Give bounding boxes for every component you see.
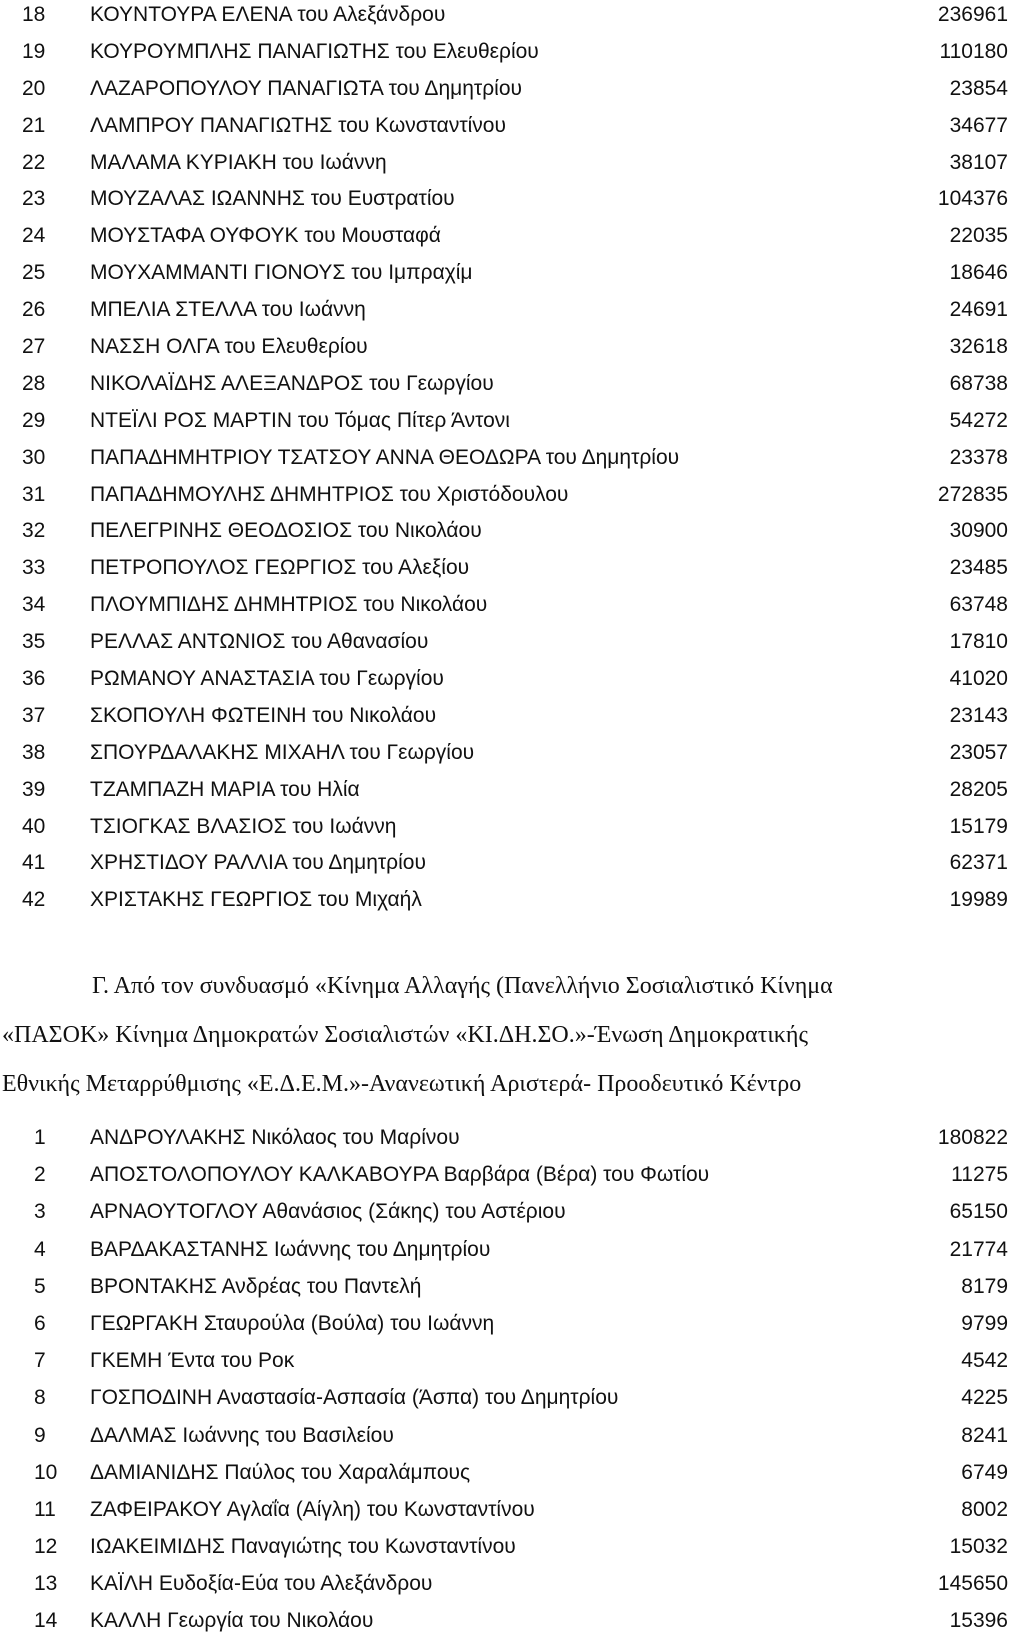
candidate-name: ΚΟΥΡΟΥΜΠΛΗΣ ΠΑΝΑΓΙΩΤΗΣ του Ελευθερίου (90, 39, 539, 63)
table-row (0, 255, 1024, 292)
candidate-name: ΒΡΟΝΤΑΚΗΣ Ανδρέας του Παντελή (90, 1274, 422, 1298)
row-number: 24 (22, 224, 46, 248)
candidate-name: ΖΑΦΕΙΡΑΚΟΥ Αγλαΐα (Αίγλη) του Κωνσταντίνου (90, 1497, 535, 1521)
candidate-name: ΔΑΛΜΑΣ Ιωάννης του Βασιλείου (90, 1423, 394, 1447)
vote-count: 65150 (949, 1200, 1008, 1224)
row-number: 22 (22, 150, 46, 174)
vote-count: 32618 (949, 335, 1008, 359)
row-number: 26 (22, 298, 46, 322)
candidate-name: ΝΑΣΣΗ ΟΛΓΑ του Ελευθερίου (90, 335, 368, 359)
candidate-name: ΜΑΛΑΜΑ ΚΥΡΙΑΚΗ του Ιωάννη (90, 150, 387, 174)
vote-count: 38107 (949, 150, 1008, 174)
party-heading (0, 962, 1024, 1109)
vote-count: 63748 (949, 593, 1008, 617)
row-number: 30 (22, 445, 46, 469)
row-number: 3 (34, 1200, 46, 1224)
candidate-name: ΜΟΥΣΤΑΦΑ ΟΥΦΟΥΚ του Μουσταφά (90, 224, 441, 248)
table-row (0, 292, 1024, 329)
vote-count: 8179 (961, 1274, 1008, 1298)
row-number: 6 (34, 1311, 46, 1335)
table-row (0, 1528, 1024, 1565)
table-row (0, 1342, 1024, 1379)
candidate-name: ΑΝΔΡΟΥΛΑΚΗΣ Νικόλαος του Μαρίνου (90, 1126, 460, 1149)
row-number: 31 (22, 482, 46, 506)
table-row (0, 145, 1024, 182)
vote-count: 236961 (937, 3, 1008, 26)
candidate-name: ΑΡΝΑΟΥΤΟΓΛΟΥ Αθανάσιος (Σάκης) του Αστέριου (90, 1200, 566, 1224)
vote-count: 4542 (961, 1349, 1008, 1373)
candidate-name: ΡΩΜΑΝΟΥ ΑΝΑΣΤΑΣΙΑ του Γεωργίου (90, 667, 444, 691)
candidate-name: ΔΑΜΙΑΝΙΔΗΣ Παύλος του Χαραλάμπους (90, 1460, 471, 1484)
candidate-name: ΠΕΛΕΓΡΙΝΗΣ ΘΕΟΔΟΣΙΟΣ του Νικολάου (90, 519, 482, 543)
candidate-table-bottom (0, 1119, 1024, 1640)
table-row (0, 34, 1024, 71)
table-row (0, 1193, 1024, 1230)
row-number: 13 (34, 1572, 58, 1596)
row-number: 8 (34, 1386, 46, 1410)
vote-count: 11275 (951, 1163, 1008, 1187)
vote-count: 110180 (939, 39, 1008, 63)
vote-count: 28205 (949, 777, 1008, 801)
candidate-name: ΒΑΡΔΑΚΑΣΤΑΝΗΣ Ιωάννης του Δημητρίου (90, 1237, 491, 1261)
table-row (0, 587, 1024, 624)
vote-count: 23485 (949, 556, 1008, 580)
vote-count: 68738 (949, 371, 1008, 395)
table-row (0, 1231, 1024, 1268)
table-row (0, 809, 1024, 846)
vote-count: 30900 (949, 519, 1008, 543)
candidate-name: ΛΑΖΑΡΟΠΟΥΛΟΥ ΠΑΝΑΓΙΩΤΑ του Δημητρίου (90, 76, 522, 100)
row-number: 1 (34, 1126, 46, 1149)
candidate-name: ΛΑΜΠΡΟΥ ΠΑΝΑΓΙΩΤΗΣ του Κωνσταντίνου (90, 113, 506, 137)
vote-count: 15179 (949, 814, 1008, 838)
vote-count: 145650 (937, 1572, 1008, 1596)
candidate-name: ΠΑΠΑΔΗΜΟΥΛΗΣ ΔΗΜΗΤΡΙΟΣ του Χριστόδουλου (90, 482, 569, 506)
candidate-name: ΣΠΟΥΡΔΑΛΑΚΗΣ ΜΙΧΑΗΛ του Γεωργίου (90, 740, 475, 764)
vote-count: 15032 (949, 1535, 1008, 1559)
table-row (0, 403, 1024, 440)
vote-count: 8002 (961, 1497, 1008, 1521)
row-number: 29 (22, 408, 46, 432)
table-row (0, 845, 1024, 882)
candidate-name: ΚΟΥΝΤΟΥΡΑ ΕΛΕΝΑ του Αλεξάνδρου (90, 3, 446, 26)
row-number: 20 (22, 76, 46, 100)
table-row (0, 735, 1024, 772)
party-heading-line-3: Εθνικής Μεταρρύθμισης «Ε.Δ.Ε.Μ.»-Ανανεωτική Αριστερά- Προοδευτικό Κέντρο (2, 1071, 802, 1097)
candidate-name: ΠΑΠΑΔΗΜΗΤΡΙΟΥ ΤΣΑΤΣΟΥ ΑΝΝΑ ΘΕΟΔΩΡΑ του Δημητρίου (90, 445, 680, 469)
table-row (0, 661, 1024, 698)
table-row (0, 108, 1024, 145)
candidate-name: ΓΟΣΠΟΔΙΝΗ Αναστασία-Ασπασία (Άσπα) του Δημητρίου (90, 1386, 619, 1410)
vote-count: 23143 (949, 703, 1008, 727)
vote-count: 4225 (961, 1386, 1008, 1410)
table-row (0, 0, 1024, 34)
candidate-name: ΓΕΩΡΓΑΚΗ Σταυρούλα (Βούλα) του Ιωάννη (90, 1311, 495, 1335)
row-number: 37 (22, 703, 46, 727)
row-number: 25 (22, 261, 46, 285)
candidate-name: ΝΤΕΪΛΙ ΡΟΣ ΜΑΡΤΙΝ του Τόμας Πίτερ Άντονι (90, 408, 510, 432)
vote-count: 6749 (961, 1460, 1008, 1484)
vote-count: 23854 (949, 76, 1008, 100)
row-number: 7 (34, 1349, 46, 1373)
vote-count: 22035 (949, 224, 1008, 248)
candidate-name: ΑΠΟΣΤΟΛΟΠΟΥΛΟΥ ΚΑΛΚΑΒΟΥΡΑ Βαρβάρα (Βέρα) του Φωτίου (90, 1163, 710, 1187)
vote-count: 24691 (949, 298, 1008, 322)
vote-count: 54272 (949, 408, 1008, 432)
table-row (0, 698, 1024, 735)
row-number: 38 (22, 740, 46, 764)
table-row (0, 329, 1024, 366)
row-number: 33 (22, 556, 46, 580)
vote-count: 21774 (949, 1237, 1008, 1261)
row-number: 28 (22, 371, 46, 395)
vote-count: 104376 (937, 187, 1008, 211)
vote-count: 41020 (949, 667, 1008, 691)
vote-count: 272835 (937, 482, 1008, 506)
vote-count: 15396 (949, 1609, 1008, 1633)
party-heading-line-2: «ΠΑΣΟΚ» Κίνημα Δημοκρατών Σοσιαλιστών «ΚΙ.ΔΗ.ΣΟ.»-Ένωση Δημοκρατικής (2, 1022, 808, 1048)
vote-count: 18646 (949, 261, 1008, 285)
candidate-name: ΓΚΕΜΗ Έντα του Ροκ (90, 1349, 295, 1373)
row-number: 41 (22, 851, 46, 875)
table-row (0, 624, 1024, 661)
table-row (0, 772, 1024, 809)
vote-count: 8241 (961, 1423, 1008, 1447)
table-row (0, 71, 1024, 108)
candidate-name: ΝΙΚΟΛΑΪΔΗΣ ΑΛΕΞΑΝΔΡΟΣ του Γεωργίου (90, 371, 494, 395)
candidate-name: ΤΣΙΟΓΚΑΣ ΒΛΑΣΙΟΣ του Ιωάννη (90, 814, 397, 838)
table-row (0, 1268, 1024, 1305)
table-row (0, 513, 1024, 550)
table-row (0, 882, 1024, 919)
table-row (0, 477, 1024, 514)
table-row (0, 550, 1024, 587)
table-row (0, 1156, 1024, 1193)
row-number: 42 (22, 888, 46, 912)
candidate-name: ΧΡΗΣΤΙΔΟΥ ΡΑΛΛΙΑ του Δημητρίου (90, 851, 426, 875)
table-row (0, 218, 1024, 255)
party-heading-line-1: Γ. Από τον συνδυασμό «Κίνημα Αλλαγής (Πανελλήνιο Σοσιαλιστικό Κίνημα (92, 973, 833, 999)
vote-count: 34677 (949, 113, 1008, 137)
candidate-name: ΚΑΛΛΗ Γεωργία του Νικολάου (90, 1609, 374, 1633)
row-number: 4 (34, 1237, 46, 1261)
table-row (0, 440, 1024, 477)
candidate-name: ΜΟΥΖΑΛΑΣ ΙΩΑΝΝΗΣ του Ευστρατίου (90, 187, 455, 211)
table-row (0, 181, 1024, 218)
vote-count: 19989 (949, 888, 1008, 912)
table-row (0, 1379, 1024, 1416)
row-number: 14 (34, 1609, 58, 1633)
candidate-name: ΤΖΑΜΠΑΖΗ ΜΑΡΙΑ του Ηλία (90, 777, 360, 801)
vote-count: 180822 (937, 1126, 1008, 1149)
table-row (0, 1491, 1024, 1528)
candidate-name: ΡΕΛΛΑΣ ΑΝΤΩΝΙΟΣ του Αθανασίου (90, 630, 429, 654)
table-row (0, 1119, 1024, 1156)
table-row (0, 1602, 1024, 1639)
row-number: 23 (22, 187, 46, 211)
candidate-name: ΣΚΟΠΟΥΛΗ ΦΩΤΕΙΝΗ του Νικολάου (90, 703, 437, 727)
row-number: 40 (22, 814, 46, 838)
row-number: 39 (22, 777, 46, 801)
table-row (0, 1305, 1024, 1342)
row-number: 10 (34, 1460, 58, 1484)
table-row (0, 1417, 1024, 1454)
row-number: 27 (22, 335, 46, 359)
candidate-name: ΜΠΕΛΙΑ ΣΤΕΛΛΑ του Ιωάννη (90, 298, 366, 322)
table-row (0, 366, 1024, 403)
candidate-name: ΠΕΤΡΟΠΟΥΛΟΣ ΓΕΩΡΓΙΟΣ του Αλεξίου (90, 556, 470, 580)
candidate-name: ΙΩΑΚΕΙΜΙΔΗΣ Παναγιώτης του Κωνσταντίνου (90, 1535, 516, 1559)
table-row (0, 1565, 1024, 1602)
table-row (0, 1454, 1024, 1491)
row-number: 35 (22, 630, 46, 654)
row-number: 5 (34, 1274, 46, 1298)
row-number: 21 (22, 113, 46, 137)
row-number: 34 (22, 593, 46, 617)
candidate-name: ΧΡΙΣΤΑΚΗΣ ΓΕΩΡΓΙΟΣ του Μιχαήλ (90, 888, 422, 912)
row-number: 19 (22, 39, 46, 63)
row-number: 11 (34, 1497, 56, 1521)
candidate-name: ΠΛΟΥΜΠΙΔΗΣ ΔΗΜΗΤΡΙΟΣ του Νικολάου (90, 593, 488, 617)
vote-count: 23057 (949, 740, 1008, 764)
candidate-name: ΜΟΥΧΑΜΜΑΝΤΙ ΓΙΟΝΟΥΣ του Ιμπραχίμ (90, 261, 473, 285)
vote-count: 23378 (949, 445, 1008, 469)
vote-count: 9799 (961, 1311, 1008, 1335)
vote-count: 62371 (949, 851, 1008, 875)
row-number: 36 (22, 667, 46, 691)
row-number: 32 (22, 519, 46, 543)
row-number: 12 (34, 1535, 58, 1559)
row-number: 2 (34, 1163, 46, 1187)
candidate-name: ΚΑΪΛΗ Ευδοξία-Εύα του Αλεξάνδρου (90, 1572, 433, 1596)
row-number: 9 (34, 1423, 46, 1447)
vote-count: 17810 (949, 630, 1008, 654)
row-number: 18 (22, 3, 46, 26)
